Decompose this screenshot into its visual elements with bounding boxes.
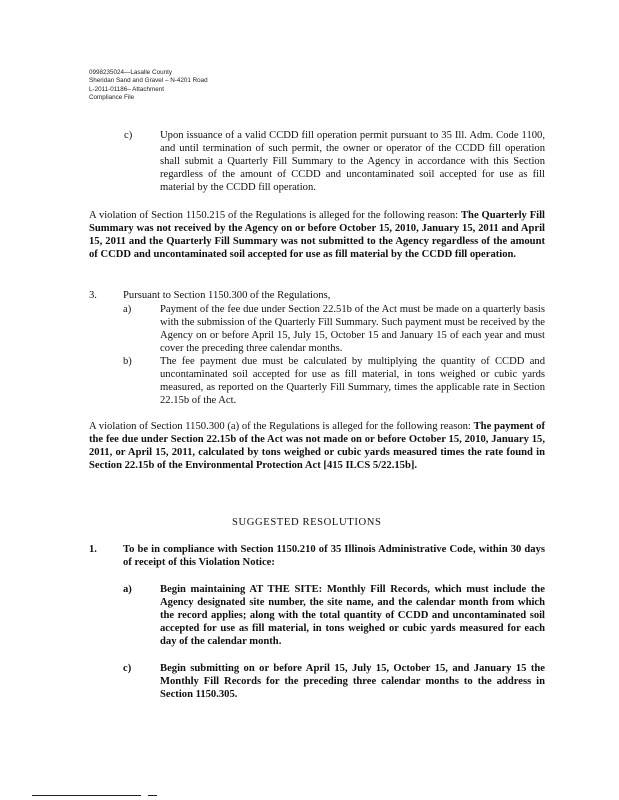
subitem-label: a) [123, 304, 132, 315]
document-header [89, 69, 289, 102]
violation-paragraph-2 [89, 420, 545, 472]
violation-paragraph-1 [89, 209, 545, 261]
footer-rule [32, 795, 141, 796]
item-number: 1. [89, 544, 97, 555]
subitem-label: c) [123, 663, 132, 674]
header-line: 0998235024—Lasalle County [89, 69, 172, 76]
violation-intro: A violation of Section 1150.215 of the Regulations is alleged for the following reason: [89, 210, 461, 221]
resolution-1-text: To be in compliance with Section 1150.210 of 35 Illinois Administrative Code, within 30 days of receipt of this Violation Notice: [123, 544, 545, 569]
item-number: 3. [89, 290, 97, 301]
violation-reason: The payment of the fee due under Section 22.15b of the Act was not made on or before October 15, 2010, January 15, 2011, or April 15, 2011, calculated by tons weighed or cubic yards measured times the rate found in Section 22.15b of the Environmental Protection Act [415 ILCS 5/22.15b]. [89, 421, 546, 472]
item-c-text: Upon issuance of a valid CCDD fill operation permit pursuant to 35 Ill. Adm. Code 1100, and until termination of such permit, the owner or operator of the CCDD fill operation shall submit a Quarterly Fill Summary to the Agency in accordance with this Section regardless of the amount of CCDD and uncontaminated soil accepted for use as fill material by the CCDD fill operation. [160, 130, 545, 194]
violation-intro: A violation of Section 1150.300 (a) of the Regulations is alleged for the following reason: [89, 421, 474, 432]
subitem-b-text: The fee payment due must be calculated by multiplying the quantity of CCDD and uncontaminated soil accepted for use as fill material, in tons weighed or cubic yards measured, as reported on the Quarterly Fill Summary, times the applicable rate in Section 22.15b of the Act. [160, 356, 545, 407]
subitem-a-text: Payment of the fee due under Section 22.51b of the Act must be made on a quarterly basis with the submission of the Quarterly Fill Summary. Such payment must be received by the Agency on or before April 15, July 15, October 15 and January 15 of each year and must cover the preceding three calendar months. [160, 304, 545, 355]
footer-dash [148, 795, 157, 796]
item-3-intro: Pursuant to Section 1150.300 of the Regulations, [123, 290, 331, 301]
header-line: Compliance File [89, 93, 135, 101]
item-label: c) [124, 130, 133, 141]
resolution-subitem-a-text: Begin maintaining AT THE SITE: Monthly Fill Records, which must include the Agency designated site number, the site name, and the calendar month from which the record applies; along with the total quantity of CCDD and uncontaminated soil accepted for use as fill material, in tons weighed or cubic yards measured for each day of the calendar month. [160, 584, 545, 648]
violation-reason: The Quarterly Fill Summary was not received by the Agency on or before October 15, 2010, January 15, 2011 and April 15, 2011 and the Quarterly Fill Summary was not submitted to the Agency regardless of the amount of CCDD and uncontaminated soil accepted for use as fill material by the CCDD fill operation. [89, 210, 545, 261]
header-line: L-2011-01186– Attachment [89, 85, 165, 93]
subitem-label: b) [123, 356, 132, 367]
section-heading: SUGGESTED RESOLUTIONS [232, 517, 382, 528]
subitem-label: a) [123, 584, 132, 595]
resolution-subitem-c-text: Begin submitting on or before April 15, July 15, October 15, and January 15 the Monthly Fill Records for the preceding three calendar months to the address in Section 1150.305. [160, 663, 545, 701]
header-line: Sheridan Sand and Gravel – N-4201 Road [89, 77, 208, 85]
